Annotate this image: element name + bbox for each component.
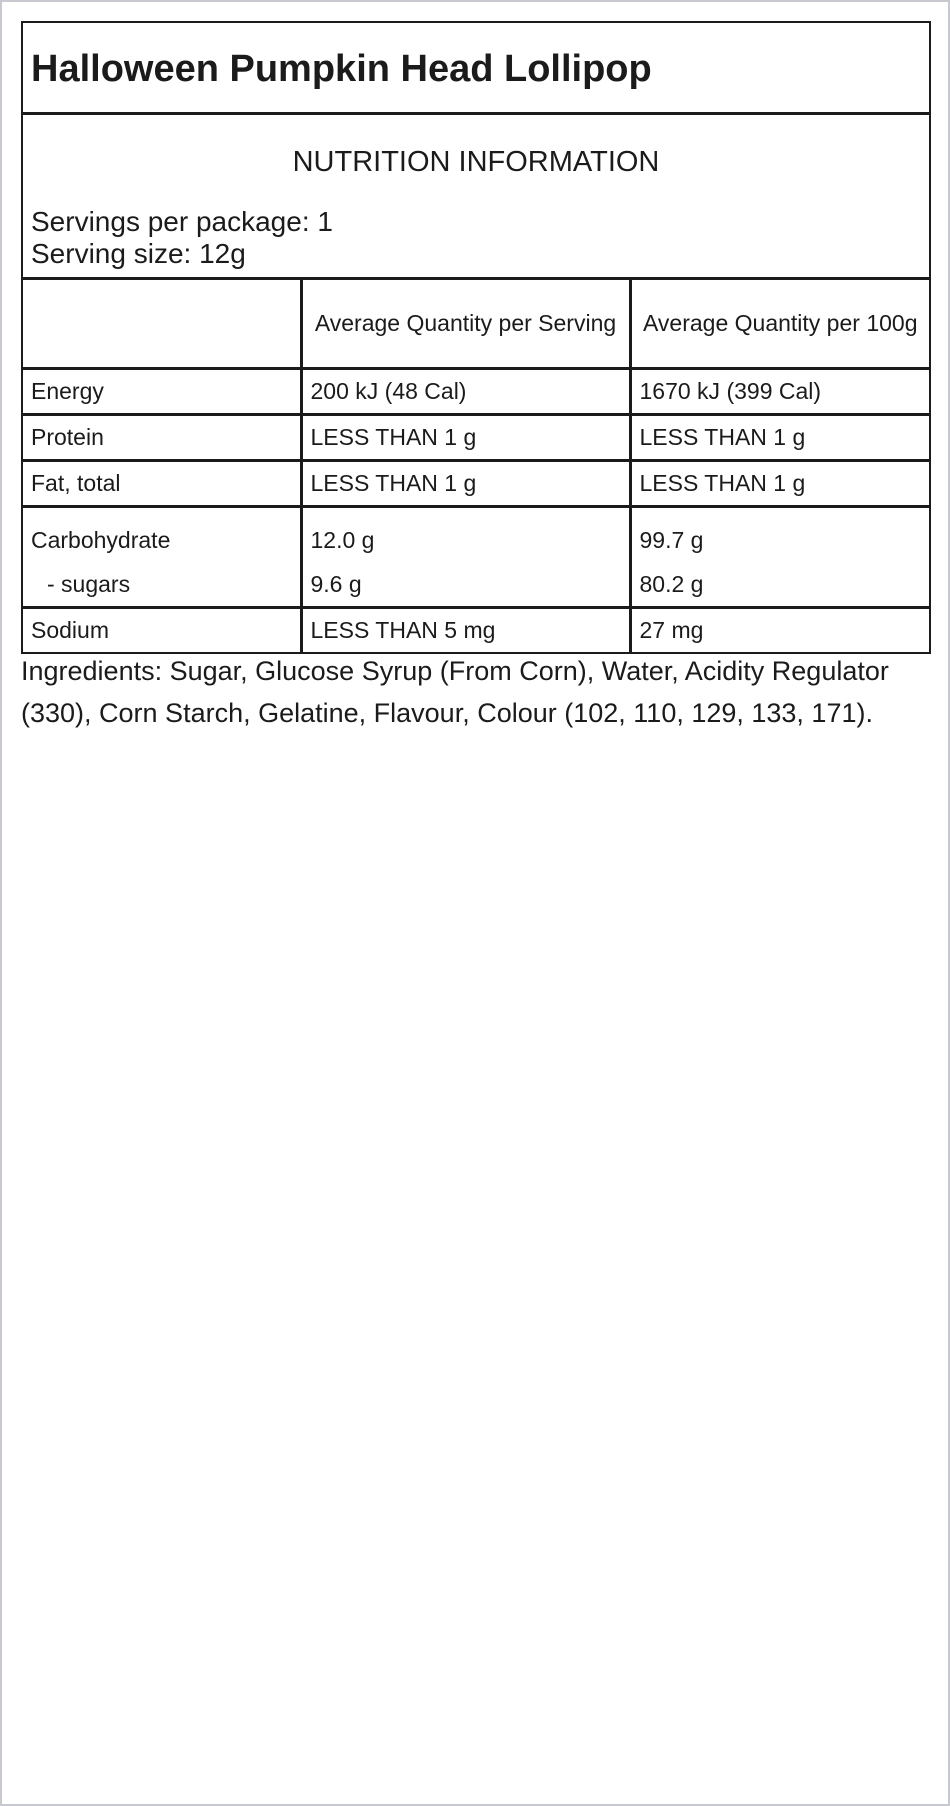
value-per-serving: 12.0 g — [310, 527, 375, 553]
table-row — [23, 415, 929, 461]
nutrient-name: Fat, total — [23, 461, 301, 507]
table-row — [23, 369, 929, 415]
header-per-serving: Average Quantity per Serving — [301, 280, 630, 369]
value-per-serving-cell — [301, 507, 630, 608]
value-per-100g: LESS THAN 1 g — [630, 415, 929, 461]
ingredients-text: Ingredients: Sugar, Glucose Syrup (From Corn), Water, Acidity Regulator (330), Corn Starch, Gelatine, Flavour, Colour (102, 110, 129, 133, 171). — [21, 656, 889, 728]
sub-nutrient-name: - sugars — [47, 571, 131, 597]
value-per-serving: LESS THAN 5 mg — [301, 608, 630, 653]
value-per-100g: LESS THAN 1 g — [630, 461, 929, 507]
value-per-100g: 27 mg — [639, 617, 704, 643]
value-per-100g-cell — [630, 507, 929, 608]
table-row — [23, 608, 929, 653]
nutrition-table — [23, 280, 929, 652]
servings-per-package: Servings per package: 1 — [31, 206, 333, 237]
title-row — [23, 23, 929, 115]
value-per-100g: 1670 kJ (399 Cal) — [630, 369, 929, 415]
value-per-100g: 99.7 g — [639, 527, 704, 553]
header-per-100g: Average Quantity per 100g — [630, 280, 929, 369]
nutrient-name-cell — [23, 507, 301, 608]
value-per-serving: LESS THAN 1 g — [301, 415, 630, 461]
serving-size: Serving size: 12g — [31, 238, 246, 269]
nutrition-heading: NUTRITION INFORMATION — [292, 146, 660, 178]
table-row — [23, 507, 929, 608]
value-per-serving: LESS THAN 1 g — [301, 461, 630, 507]
table-header-row — [23, 280, 929, 369]
nutrient-name: Sodium — [23, 608, 301, 653]
nutrition-panel — [21, 21, 931, 654]
product-title: Halloween Pumpkin Head Lollipop — [31, 48, 652, 90]
header-blank — [23, 280, 301, 369]
nutrition-info-block — [23, 115, 929, 280]
nutrient-name: Carbohydrate — [31, 527, 171, 553]
value-per-serving: 200 kJ (48 Cal) — [301, 369, 630, 415]
table-row — [23, 461, 929, 507]
nutrient-name: Energy — [23, 369, 301, 415]
sub-value-per-100g: 80.2 g — [639, 571, 704, 597]
nutrient-name: Protein — [23, 415, 301, 461]
sub-value-per-serving: 9.6 g — [310, 571, 362, 597]
